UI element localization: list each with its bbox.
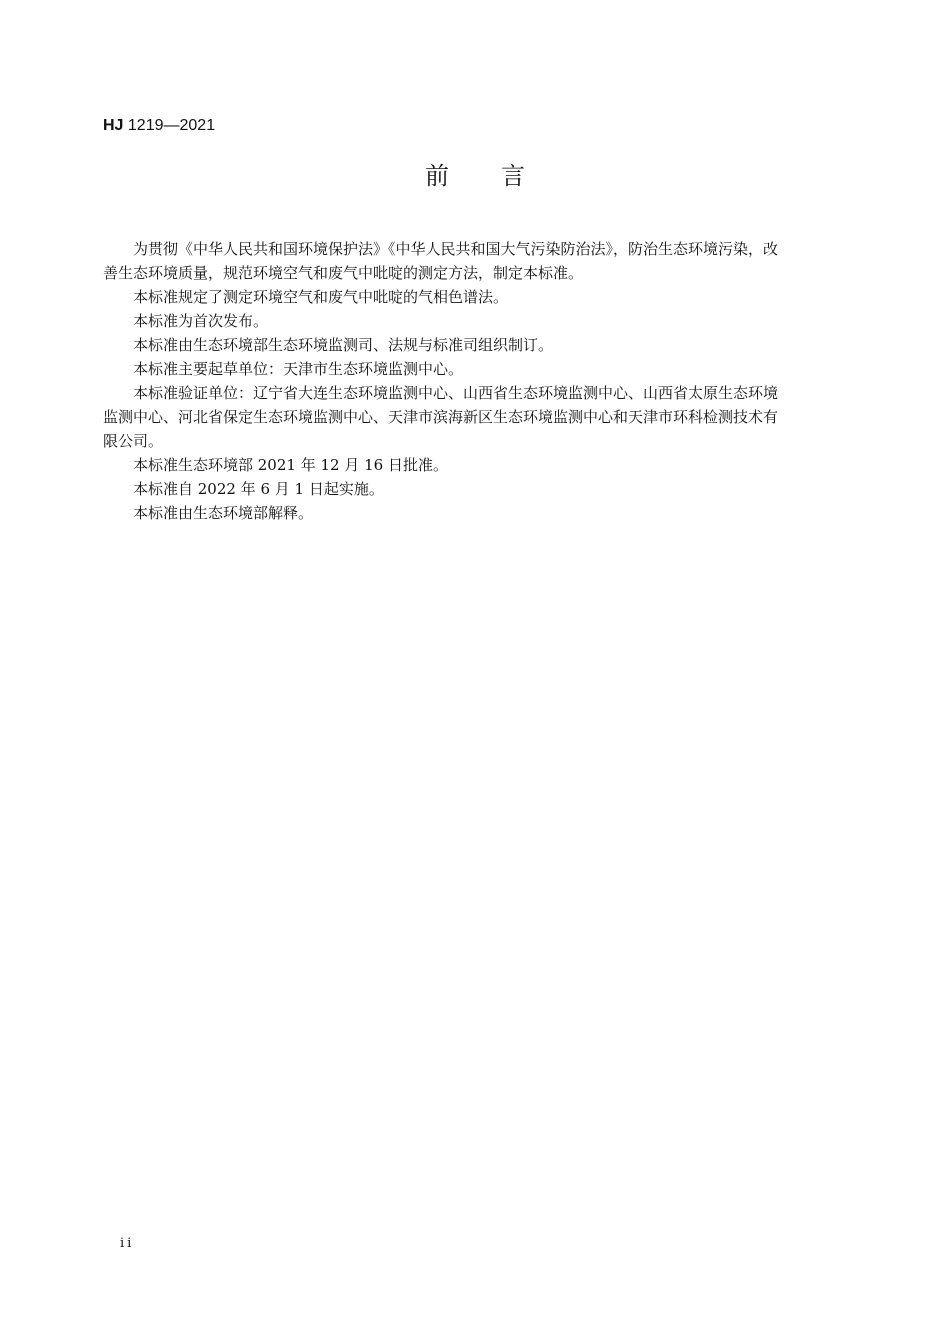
paragraph-interpretation: 本标准由生态环境部解释。 <box>133 504 314 522</box>
paragraph-purpose <box>103 237 853 285</box>
preface-body <box>103 237 853 525</box>
paragraph-first-release: 本标准为首次发布。 <box>133 312 269 330</box>
standard-code-number: 1219—2021 <box>127 117 216 134</box>
page-number: ii <box>120 1236 135 1251</box>
paragraph-approval-date: 本标准生态环境部 2021 年 12 月 16 日批准。 <box>133 456 448 474</box>
paragraph-drafting-unit: 本标准主要起草单位：天津市生态环境监测中心。 <box>133 360 464 378</box>
standard-code-prefix: HJ <box>103 117 124 134</box>
paragraph-line: 限公司。 <box>103 432 164 450</box>
paragraph-line: 为贯彻《中华人民共和国环境保护法》《中华人民共和国大气污染防治法》，防治生态环境污染，改 <box>133 240 779 258</box>
paragraph-verification-units <box>103 381 853 453</box>
page-title: 前言 <box>425 162 577 190</box>
paragraph-organizer: 本标准由生态环境部生态环境监测司、法规与标准司组织制订。 <box>133 336 554 354</box>
paragraph-line: 监测中心、河北省保定生态环境监测中心、天津市滨海新区生态环境监测中心和天津市环科检测技术有 <box>103 408 779 426</box>
paragraph-scope: 本标准规定了测定环境空气和废气中吡啶的气相色谱法。 <box>133 288 509 306</box>
paragraph-effective-date: 本标准自 2022 年 6 月 1 日起实施。 <box>133 480 384 498</box>
paragraph-line: 善生态环境质量，规范环境空气和废气中吡啶的测定方法，制定本标准。 <box>103 264 584 282</box>
standard-code-header <box>103 116 215 136</box>
paragraph-line: 本标准验证单位：辽宁省大连生态环境监测中心、山西省生态环境监测中心、山西省太原生态环境 <box>133 384 779 402</box>
